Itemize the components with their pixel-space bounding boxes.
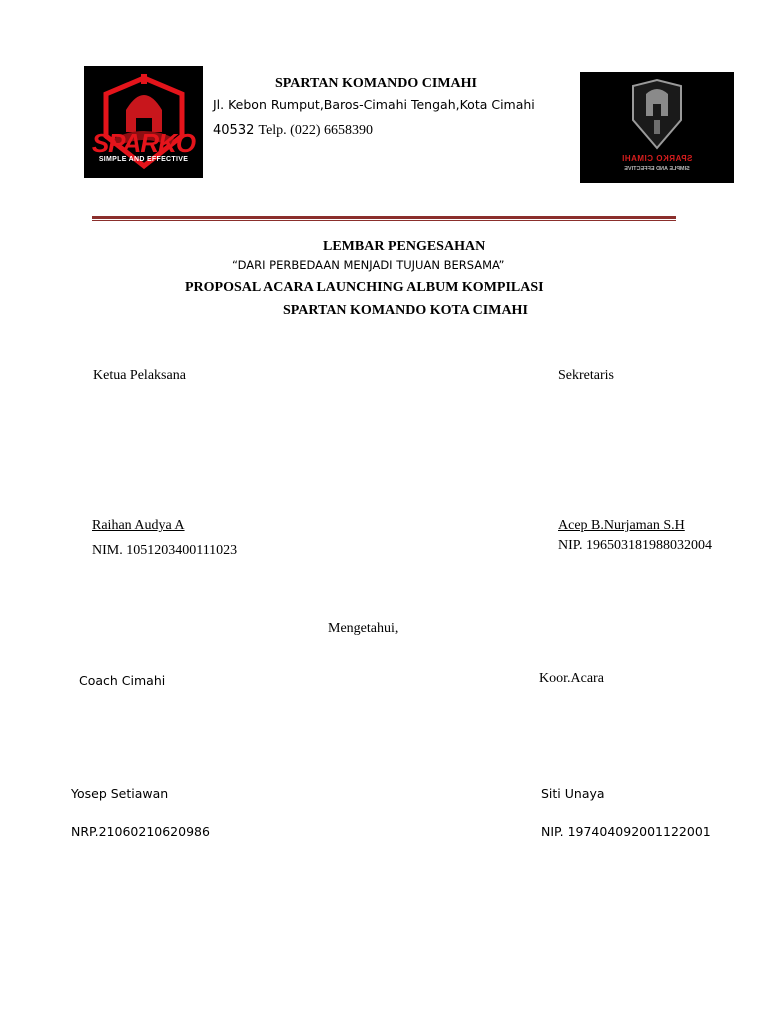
proposal-title-line2: SPARTAN KOMANDO KOTA CIMAHI <box>283 303 528 318</box>
address-line: Jl. Kebon Rumput,Baros-Cimahi Tengah,Kota Cimahi <box>213 97 535 112</box>
signatory-name-sekretaris: Acep B.Nurjaman S.H <box>558 518 685 533</box>
sparko-cimahi-logo-text: SPARKO CIMAHI <box>621 154 693 163</box>
document-title: LEMBAR PENGESAHAN <box>323 239 486 254</box>
role-koor-acara: Koor.Acara <box>539 671 604 686</box>
sparko-cimahi-logo-tagline: SIMPLE AND EFFECTIVE <box>624 166 690 172</box>
document-subtitle: “DARI PERBEDAAN MENJADI TUJUAN BERSAMA” <box>232 258 505 272</box>
sparko-cimahi-logo <box>580 72 734 183</box>
postal-phone-line <box>213 123 373 139</box>
role-coach-cimahi: Coach Cimahi <box>79 673 166 688</box>
sparko-logo-text: SPARKO <box>91 128 196 158</box>
role-sekretaris: Sekretaris <box>558 368 614 383</box>
organization-name: SPARTAN KOMANDO CIMAHI <box>275 76 477 91</box>
signatory-id-ketua: NIM. 1051203400111023 <box>92 543 238 558</box>
signatory-name-coach: Yosep Setiawan <box>71 786 169 801</box>
proposal-title-line1: PROPOSAL ACARA LAUNCHING ALBUM KOMPILASI <box>185 280 544 295</box>
signatory-id-coach: NRP.21060210620986 <box>71 824 210 839</box>
signatory-name-ketua: Raihan Audya A <box>92 518 185 533</box>
header-divider <box>92 216 676 219</box>
phone-number: Telp. (022) 6658390 <box>258 123 374 138</box>
signatory-name-koor: Siti Unaya <box>541 786 605 801</box>
postal-code: 40532 <box>213 123 255 138</box>
sparko-logo-tagline: SIMPLE AND EFFECTIVE <box>98 156 189 163</box>
signatory-id-koor: NIP. 197404092001122001 <box>541 824 711 839</box>
signatory-id-sekretaris: NIP. 196503181988032004 <box>558 538 713 553</box>
role-ketua-pelaksana: Ketua Pelaksana <box>93 368 186 383</box>
sparko-logo <box>84 66 203 178</box>
header-divider-thin <box>92 220 676 221</box>
acknowledged-label: Mengetahui, <box>328 621 399 636</box>
